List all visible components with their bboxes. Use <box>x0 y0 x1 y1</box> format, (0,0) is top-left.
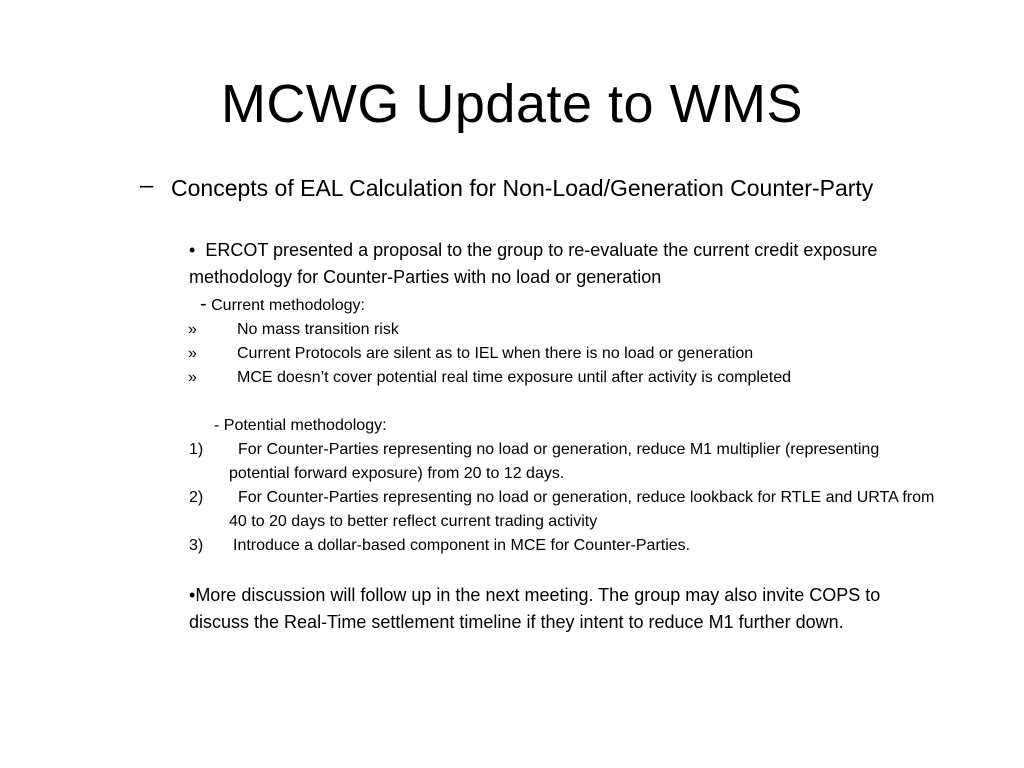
potential-methodology-heading: - Potential methodology: <box>214 417 387 434</box>
potential-item-number: 3) <box>189 537 204 554</box>
potential-item-text: Introduce a dollar-based component in MCE for Counter-Parties. <box>233 537 691 554</box>
current-item-marker: » <box>188 369 197 386</box>
proposal-paragraph <box>189 237 934 291</box>
followup-paragraph <box>189 582 929 636</box>
current-item-text: No mass transition risk <box>237 321 399 338</box>
current-methodology-heading <box>200 292 365 318</box>
current-item-marker: » <box>188 321 197 338</box>
current-methodology-label: Current methodology: <box>211 297 365 314</box>
proposal-text: ERCOT presented a proposal to the group to re-evaluate the current credit exposure methodology for Counter-Parties with no load or generation <box>189 240 878 287</box>
followup-bullet-marker: • <box>189 585 196 605</box>
proposal-bullet-marker: • <box>189 240 196 260</box>
topic-dash-marker: – <box>140 172 154 199</box>
followup-text: More discussion will follow up in the next meeting. The group may also invite COPS to discuss the Real-Time settlement timeline if they intent to reduce M1 further down. <box>189 585 881 632</box>
potential-item-text: For Counter-Parties representing no load or generation, reduce lookback for RTLE and URTA from 40 to 20 days to better reflect current trading activity <box>229 489 935 530</box>
current-item-marker: » <box>188 345 197 362</box>
current-item-text: MCE doesn’t cover potential real time exposure until after activity is completed <box>237 369 792 386</box>
current-methodology-dash: - <box>200 293 207 315</box>
current-item-text: Current Protocols are silent as to IEL when there is no load or generation <box>237 345 754 362</box>
topic-heading: Concepts of EAL Calculation for Non-Load/Generation Counter-Party <box>171 175 874 201</box>
potential-item-number: 1) <box>189 441 204 458</box>
potential-item-number: 2) <box>189 489 204 506</box>
potential-item-text: For Counter-Parties representing no load or generation, reduce M1 multiplier (representing potential forward exposure) from 20 to 12 days. <box>229 441 880 482</box>
slide-title: MCWG Update to WMS <box>220 74 804 134</box>
